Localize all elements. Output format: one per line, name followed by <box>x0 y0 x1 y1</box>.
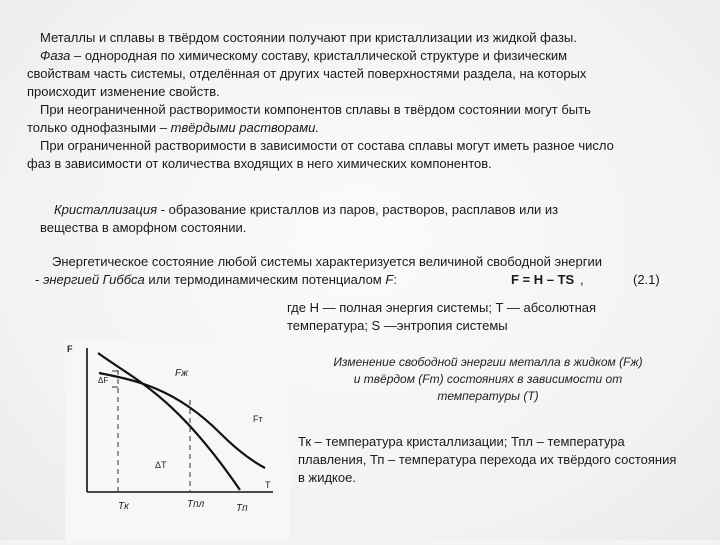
phase-definition-line: Фаза – однородная по химическому составу, кристаллической структуре и физическим <box>40 48 568 63</box>
crystallization-term: Кристаллизация <box>54 202 158 217</box>
intro-line-4: происходит изменение свойств. <box>27 84 220 99</box>
phase-term: Фаза <box>40 48 71 63</box>
definition-line-2: температура; S —энтропия системы <box>287 318 508 333</box>
solid-solutions-term: твёрдыми растворами. <box>170 120 319 135</box>
tk-label: Tк <box>118 501 129 512</box>
graph-caption: Изменение свободной энергии металла в жидком (Fж) и твёрдом (Fт) состояниях в зависимости от температуры (T) <box>333 355 643 403</box>
definition-line-1: где H — полная энергия системы; T — абсолютная <box>287 300 597 315</box>
gibbs-term: энергией Гиббса <box>42 272 145 287</box>
energy-line-1: Энергетическое состояние любой системы характеризуется величиной свободной энергии <box>52 254 603 269</box>
temperature-notes: Тк – температура кристаллизации; Тпл – температура плавления, Тп – температура перехода их твёрдого состояния в жидкое. <box>298 434 677 485</box>
y-axis-label: F <box>67 344 73 354</box>
intro-line-6: только однофазными – твёрдыми растворами. <box>27 120 319 135</box>
crystallization-line-2: вещества в аморфном состоянии. <box>40 220 247 235</box>
equation-number: (2.1) <box>633 272 660 287</box>
intro-line-1: Металлы и сплавы в твёрдом состоянии получают при кристаллизации из жидкой фазы. <box>40 30 577 45</box>
tp-label: Tп <box>236 503 248 514</box>
intro-line-7: При ограниченной растворимости в зависимости от состава сплавы могут иметь разное число <box>40 138 614 153</box>
intro-line-5: При неограниченной растворимости компонентов сплавы в твёрдом состоянии могут быть <box>40 102 591 117</box>
delta-f-label: ΔF <box>98 376 109 385</box>
energy-line-2: - энергией Гиббса или термодинамическим потенциалом F: F = H – TS , (2.1) <box>35 272 660 287</box>
gibbs-formula: F = H – TS <box>511 272 575 287</box>
tpl-label: Tпл <box>187 499 205 510</box>
free-energy-graph <box>65 340 290 540</box>
f-solid-label: Fт <box>253 414 263 424</box>
intro-line-8: фаз в зависимости от количества входящих в него химических компонентов. <box>27 156 492 171</box>
delta-t-label: ΔT <box>155 460 167 470</box>
x-axis-label: T <box>265 480 271 490</box>
intro-line-3: свойствам часть системы, отделённая от других частей поверхностями раздела, на которых <box>27 66 587 81</box>
f-liquid-label: Fж <box>175 368 188 379</box>
crystallization-line-1: Кристаллизация - образование кристаллов из паров, растворов, расплавов или из <box>54 202 559 217</box>
